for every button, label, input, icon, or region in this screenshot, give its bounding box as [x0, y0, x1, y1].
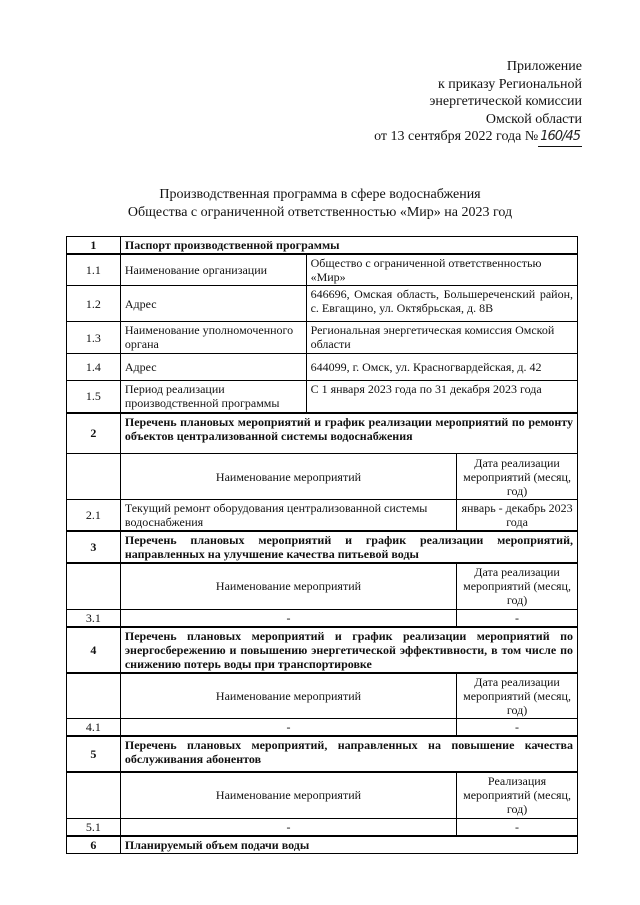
table-row	[67, 254, 578, 286]
section-row-6	[67, 836, 578, 854]
column-header-name: Наименование мероприятий	[120, 673, 456, 719]
section-row-1	[67, 237, 578, 255]
row-number: 1.4	[67, 354, 121, 381]
row-number: 4.1	[67, 719, 121, 737]
column-header-name: Наименование мероприятий	[120, 772, 456, 818]
row-value: Региональная энергетическая комиссия Омской области	[306, 322, 577, 354]
row-value: 646696, Омская область, Большереченский район, с. Евгащино, ул. Октябрьская, д. 8В	[306, 286, 577, 322]
column-header-name: Наименование мероприятий	[120, 563, 456, 609]
row-label: Наименование уполномоченного органа	[120, 322, 306, 354]
table-row	[67, 286, 578, 322]
row-number: 1.3	[67, 322, 121, 354]
section-heading: Перечень плановых мероприятий и график реализации мероприятий, направленных на улучшение качества питьевой воды	[120, 531, 577, 563]
column-header-name: Наименование мероприятий	[120, 454, 456, 500]
header-date-line	[374, 128, 582, 147]
row-name: -	[120, 818, 456, 836]
title-line-1: Производственная программа в сфере водоснабжения	[159, 187, 481, 202]
section-number: 3	[67, 531, 121, 563]
column-header-row	[67, 772, 578, 818]
table-row	[67, 609, 578, 627]
title-line-2: Общества с ограниченной ответственностью «Мир» на 2023 год	[127, 205, 513, 220]
section-number: 6	[67, 836, 121, 854]
column-header-date: Дата реализации мероприятий (месяц, год)	[457, 563, 578, 609]
column-header-date: Дата реализации мероприятий (месяц, год)	[457, 454, 578, 500]
row-label: Адрес	[120, 286, 306, 322]
row-value: Общество с ограниченной ответственностью «Мир»	[306, 254, 577, 286]
table-row	[67, 322, 578, 354]
row-number: 2.1	[67, 500, 121, 532]
section-number: 4	[67, 627, 121, 673]
row-label: Период реализации производственной программы	[120, 381, 306, 413]
row-date: январь - декабрь 2023 года	[457, 500, 578, 532]
row-date: -	[457, 719, 578, 737]
row-date: -	[457, 818, 578, 836]
column-header-row	[67, 563, 578, 609]
row-name: Текущий ремонт оборудования централизованной системы водоснабжения	[120, 500, 456, 532]
row-name: -	[120, 719, 456, 737]
header-order-ref: к приказу Региональной	[437, 76, 582, 92]
section-heading: Перечень плановых мероприятий, направленных на повышение качества обслуживания абонентов	[120, 736, 577, 772]
table-row	[67, 719, 578, 737]
row-date: -	[457, 609, 578, 627]
table-row	[67, 354, 578, 381]
row-value: 644099, г. Омск, ул. Красногвардейская, д. 42	[306, 354, 577, 381]
column-header-date: Реализация мероприятий (месяц, год)	[457, 772, 578, 818]
table-row	[67, 381, 578, 413]
handwritten-order-number: 160/45	[538, 128, 582, 147]
section-row-2	[67, 413, 578, 454]
section-number: 1	[67, 237, 121, 255]
table-row	[67, 818, 578, 836]
section-heading: Перечень плановых мероприятий и график реализации мероприятий по энергосбережению и повышению энергетической эффективности, в том числе по снижению потерь воды при транспортировке	[120, 627, 577, 673]
row-label: Наименование организации	[120, 254, 306, 286]
column-header-date: Дата реализации мероприятий (месяц, год)	[457, 673, 578, 719]
header-appendix: Приложение	[506, 59, 582, 74]
row-name: -	[120, 609, 456, 627]
row-label: Адрес	[120, 354, 306, 381]
row-number: 1.1	[67, 254, 121, 286]
section-row-3	[67, 531, 578, 563]
row-number: 5.1	[67, 818, 121, 836]
header-date: от 13 сентября 2022 года №	[374, 129, 539, 144]
section-row-5	[67, 736, 578, 772]
section-heading: Планируемый объем подачи воды	[120, 836, 577, 854]
section-heading: Паспорт производственной программы	[120, 237, 577, 255]
row-number: 1.5	[67, 381, 121, 413]
row-value: С 1 января 2023 года по 31 декабря 2023 года	[306, 381, 577, 413]
row-number: 1.2	[67, 286, 121, 322]
section-row-4	[67, 627, 578, 673]
column-header-row	[67, 673, 578, 719]
section-number: 5	[67, 736, 121, 772]
table-row	[67, 500, 578, 532]
header-region: Омской области	[485, 111, 582, 127]
section-heading: Перечень плановых мероприятий и график реализации мероприятий по ремонту объектов централизованной системы водоснабжения	[120, 413, 577, 454]
production-program-table	[66, 236, 578, 854]
column-header-row	[67, 454, 578, 500]
row-number: 3.1	[67, 609, 121, 627]
document-title	[0, 186, 640, 222]
section-number: 2	[67, 413, 121, 454]
document-header	[374, 58, 582, 147]
header-commission: энергетической комиссии	[429, 94, 582, 109]
